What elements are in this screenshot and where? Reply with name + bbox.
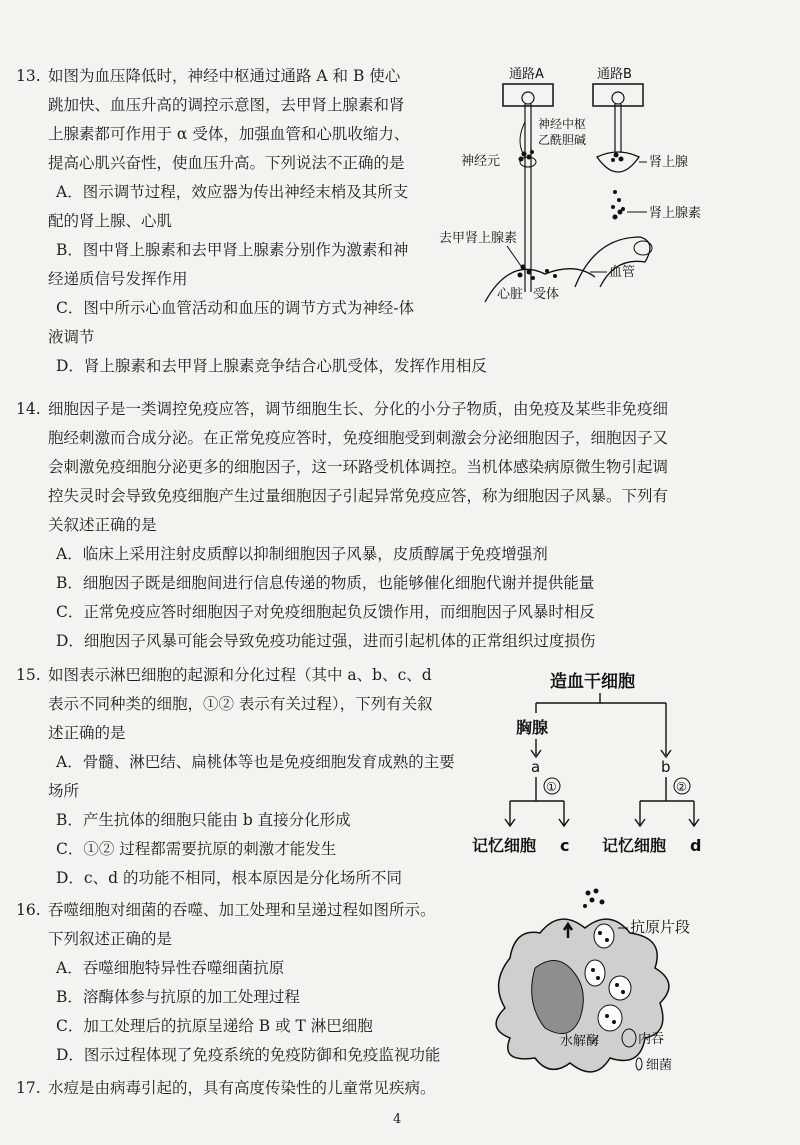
question-stem-line: 会刺激免疫细胞分泌更多的细胞因子，这一环路受机体调控。当机体感染病原微生物引起调	[48, 458, 669, 476]
question-stem-line: 关叙述正确的是	[48, 516, 157, 534]
epinephrine-label: 肾上腺素	[649, 206, 702, 221]
question-number: 15.	[16, 666, 41, 684]
cell-b-label: b	[661, 758, 671, 776]
center-label: 神经中枢	[538, 117, 587, 131]
question-17	[16, 1074, 478, 1103]
adrenal-label: 肾上腺	[649, 155, 689, 170]
question-stem-line: 细胞因子是一类调控免疫应答，调节细胞生长、分化的小分子物质，由免疫及某些非免疫细	[48, 400, 669, 418]
epinephrine-dots	[611, 190, 625, 220]
option-c: C．①② 过程都需要抗原的刺激才能发生	[56, 840, 337, 858]
page-number: 4	[393, 1112, 402, 1127]
endocytosis-label: 内吞	[638, 1032, 665, 1047]
option-c-cont: 液调节	[48, 328, 95, 346]
question-stem-line: 上腺素都可作用于 α 受体，加强血管和心肌收缩力、	[48, 125, 410, 143]
question-15	[16, 661, 478, 893]
question-16	[16, 896, 478, 1070]
question-stem-line: 胞经刺激而合成分泌。在正常免疫应答时，免疫细胞受到刺激会分泌细胞因子，细胞因子又	[48, 429, 669, 447]
question-14	[16, 395, 728, 656]
option-c: C．正常免疫应答时细胞因子对免疫细胞起负反馈作用，而细胞因子风暴时相反	[56, 603, 595, 621]
question-stem-line: 如图为血压降低时，神经中枢通过通路 A 和 B 使心	[48, 67, 401, 85]
bacteria-label: 细菌	[646, 1058, 673, 1073]
nerve-path-b	[615, 104, 621, 152]
process-1-label: ①	[546, 780, 557, 794]
vessel-label: 血管	[609, 265, 636, 280]
option-b: B．溶酶体参与抗原的加工处理过程	[56, 988, 300, 1006]
neuron-label: 神经元	[461, 154, 501, 169]
option-b-cont: 经递质信号发挥作用	[48, 270, 188, 288]
path-a-label: 通路A	[509, 67, 544, 82]
question-stem-line: 跳加快、血压升高的调控示意图，去甲肾上腺素和肾	[48, 96, 405, 114]
tree-top-lines	[536, 693, 666, 755]
cell-c-label: c	[560, 836, 570, 855]
figure-16-phagocyte-diagram	[480, 888, 720, 1088]
option-a-cont: 配的肾上腺、心肌	[48, 212, 173, 230]
figure-15-lymphocyte-tree	[470, 665, 720, 865]
antigen-fragment-label: 抗原片段	[630, 918, 691, 936]
option-a: A．吞噬细胞特异性吞噬细菌抗原	[56, 959, 285, 977]
option-b: B．细胞因子既是细胞间进行信息传递的物质，也能够催化细胞代谢并提供能量	[56, 574, 595, 592]
question-stem-line: 提高心肌兴奋性，使血压升高。下列说法不正确的是	[48, 154, 405, 172]
question-stem-line: 如图表示淋巴细胞的起源和分化过程（其中 a、b、c、d	[48, 666, 432, 684]
path-b-box	[593, 84, 643, 106]
option-a: A．图示调节过程，效应器为传出神经末梢及其所支	[56, 183, 409, 201]
option-b: B．图中肾上腺素和去甲肾上腺素分别作为激素和神	[56, 241, 409, 259]
question-number: 13.	[16, 67, 41, 85]
question-stem-line: 水痘是由病毒引起的，具有高度传染性的儿童常见疾病。	[48, 1079, 436, 1097]
path-b-label: 通路B	[597, 67, 632, 82]
question-stem-line: 控失灵时会导致免疫细胞产生过量细胞因子引起异常免疫应答，称为细胞因子风暴。下列有	[48, 487, 669, 505]
cell-d-label: d	[690, 836, 702, 855]
receptor-label: 受体	[533, 287, 560, 302]
option-d: D．细胞因子风暴可能会导致免疫功能过强，进而引起机体的正常组织过度损伤	[56, 632, 596, 650]
cell-a-label: a	[531, 758, 541, 776]
option-d: D．肾上腺素和去甲肾上腺素竞争结合心肌受体，发挥作用相反	[56, 357, 487, 375]
norepinephrine-label: 去甲肾上腺素	[439, 231, 518, 246]
ach-label: 乙酰胆碱	[538, 133, 587, 147]
path-a-box	[503, 84, 553, 106]
memory-cell-left-label: 记忆细胞	[472, 836, 537, 855]
process-2-label: ②	[676, 780, 687, 794]
question-number: 17.	[16, 1079, 41, 1097]
question-stem-line: 吞噬细胞对细菌的吞噬、加工处理和呈递过程如图所示。	[48, 901, 436, 919]
thymus-label: 胸腺	[516, 718, 549, 737]
option-c: C．加工处理后的抗原呈递给 B 或 T 淋巴细胞	[56, 1017, 373, 1035]
question-stem-line: 表示不同种类的细胞，①② 表示有关过程），下列有关叙	[48, 695, 433, 713]
option-d: D．c、d 的功能不相同，根本原因是分化场所不同	[56, 869, 402, 887]
heart-label: 心脏	[497, 287, 524, 302]
option-c: C．图中所示心血管活动和血压的调节方式为神经-体	[56, 299, 415, 317]
option-a: A．骨髓、淋巴结、扁桃体等也是免疫细胞发育成熟的主要	[56, 753, 455, 771]
option-d: D．图示过程体现了免疫系统的免疫防御和免疫监视功能	[56, 1046, 441, 1064]
option-a-cont: 场所	[48, 782, 80, 800]
question-stem-line: 下列叙述正确的是	[48, 930, 173, 948]
memory-cell-right-label: 记忆细胞	[602, 836, 667, 855]
bacteria-icon	[636, 1058, 642, 1070]
figure-13-blood-pressure-diagram	[425, 62, 715, 312]
nerve-path-a	[525, 104, 531, 292]
question-number: 14.	[16, 400, 41, 418]
root-label: 造血干细胞	[550, 672, 635, 692]
option-b: B．产生抗体的细胞只能由 b 直接分化形成	[56, 811, 351, 829]
hydrolase-label: 水解酶	[560, 1034, 600, 1049]
option-a: A．临床上采用注射皮质醇以抑制细胞因子风暴，皮质醇属于免疫增强剂	[56, 545, 548, 563]
synapse-dots	[519, 150, 624, 162]
question-stem-line: 述正确的是	[48, 724, 126, 742]
question-number: 16.	[16, 901, 41, 919]
